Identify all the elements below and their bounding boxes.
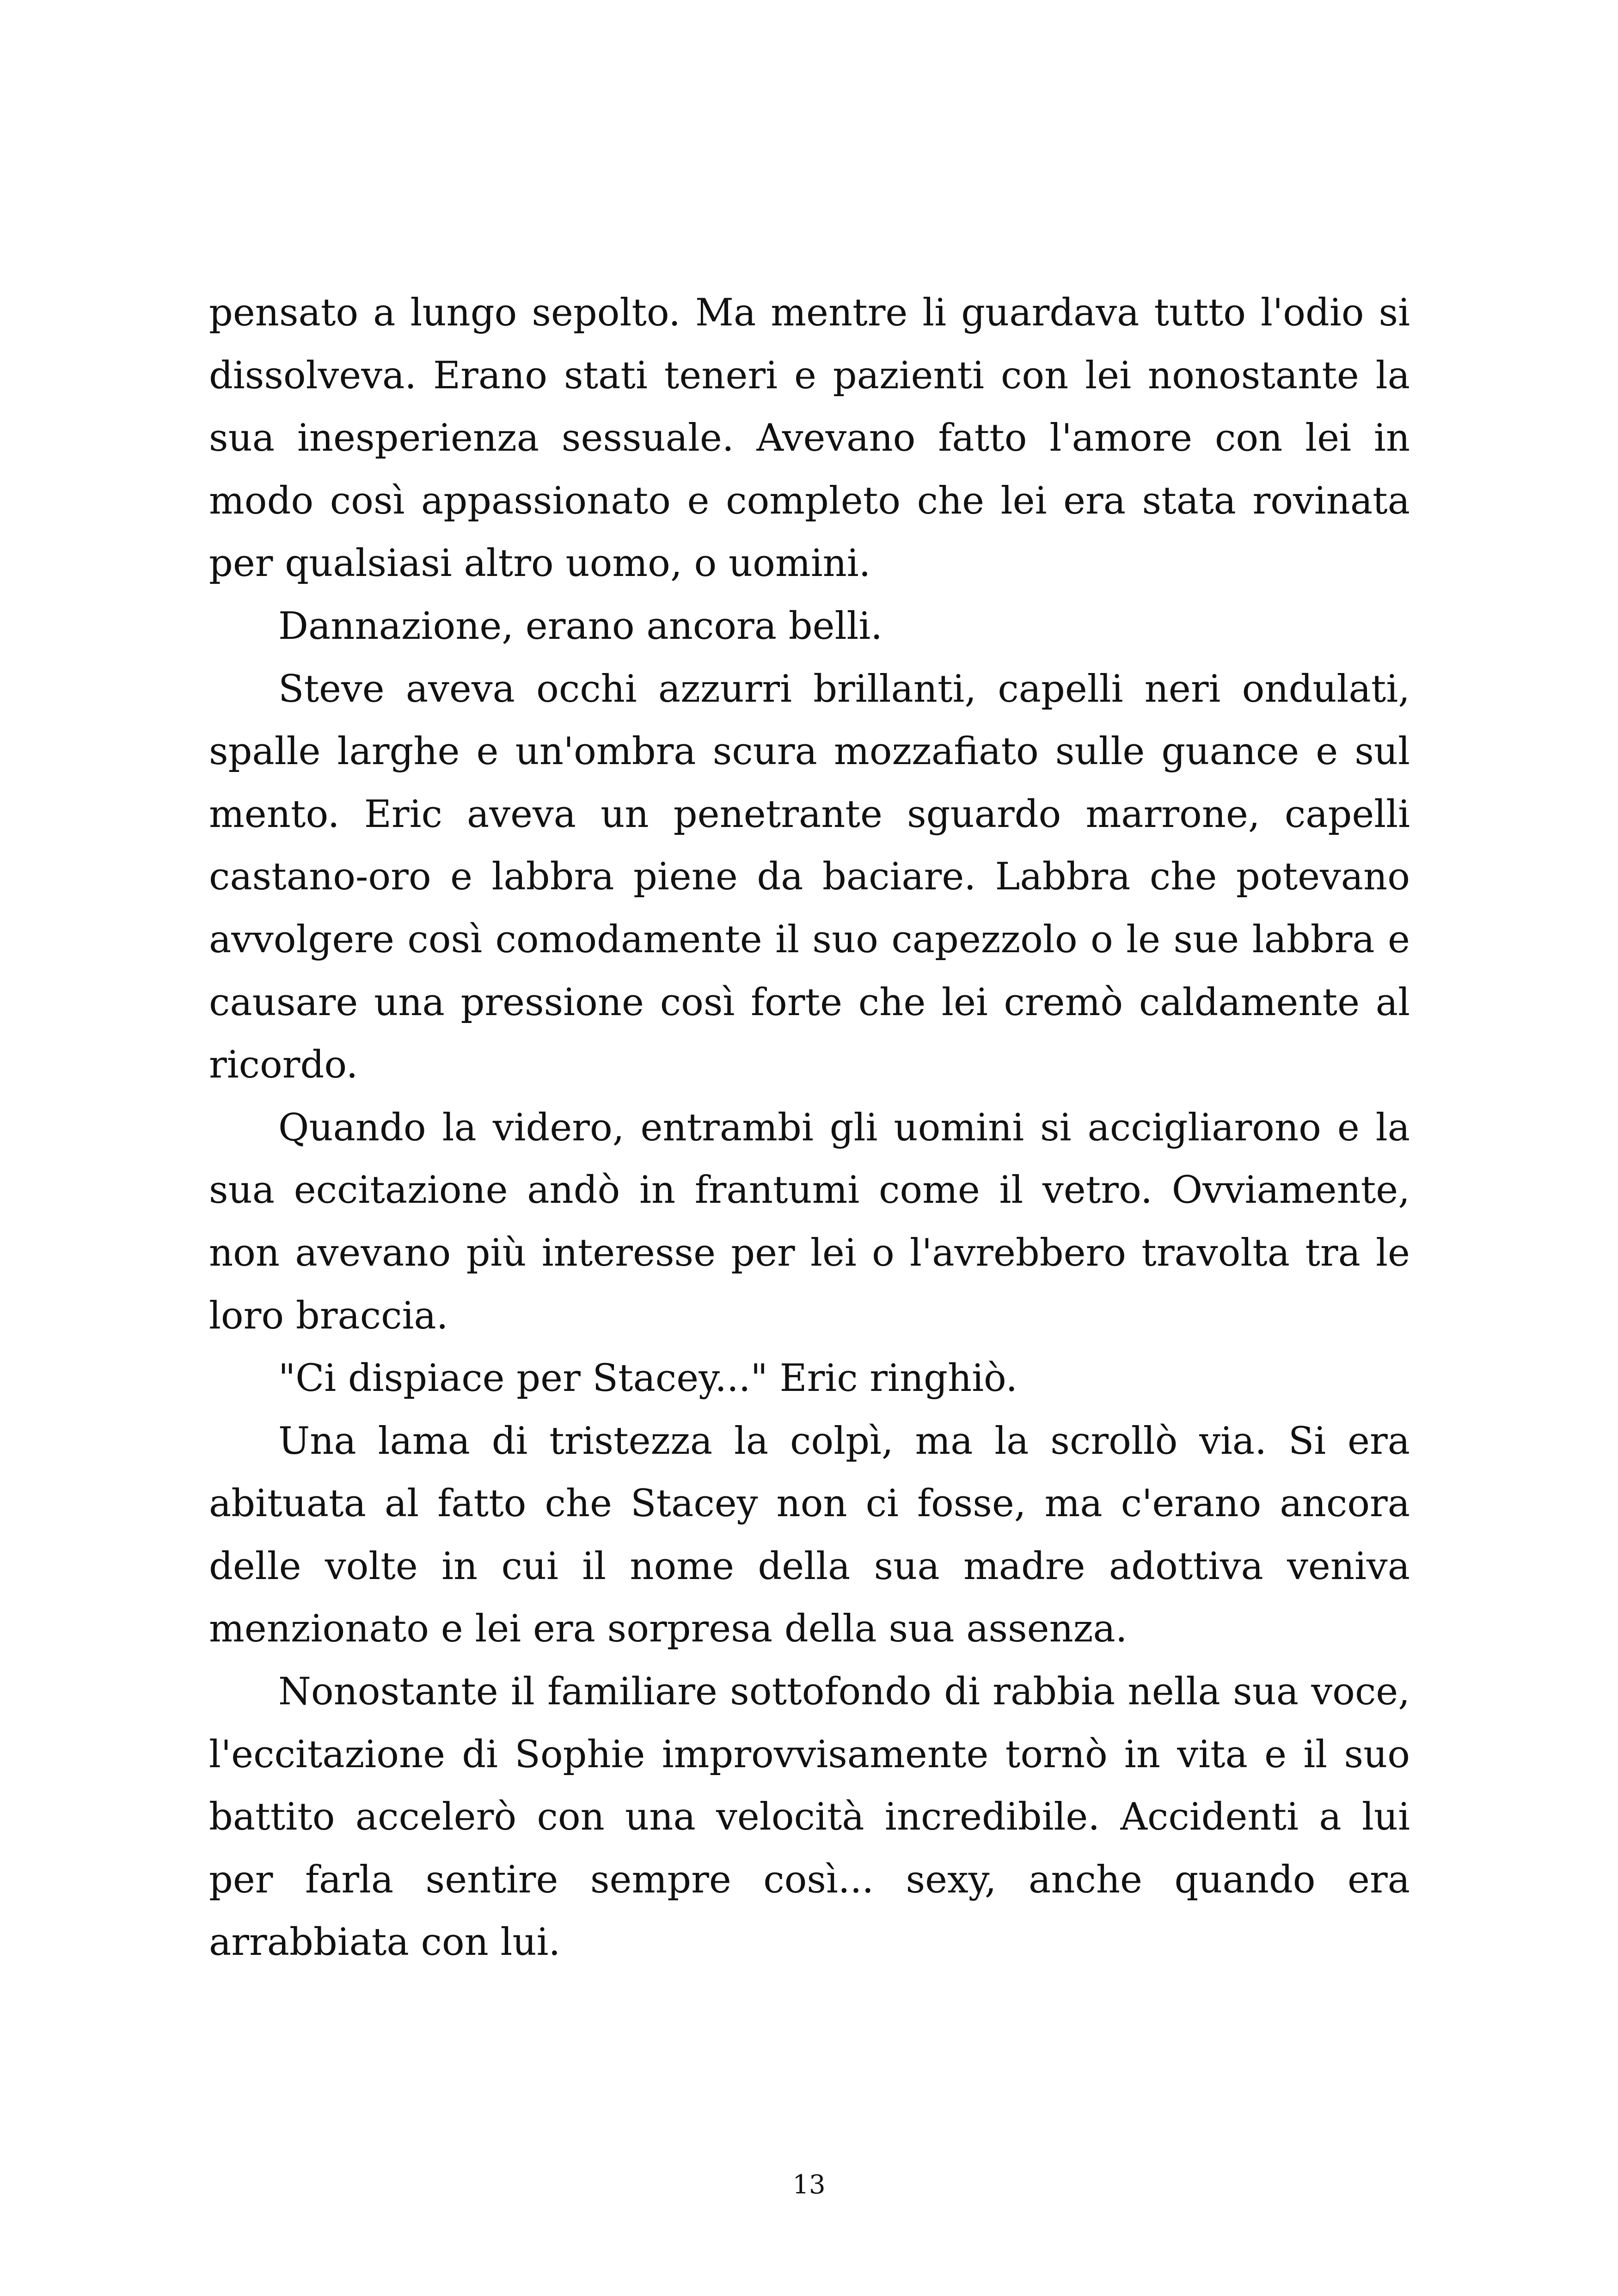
- paragraph: Una lama di tristezza la colpì, ma la scrollò via. Si era abituata al fatto che Stacey non ci fosse, ma c'erano ancora delle volte in cui il nome della sua madre adottiva veniva menzionato e lei era sorpresa della sua assenza.: [209, 1419, 1410, 1651]
- paragraph: Quando la videro, entrambi gli uomini si accigliarono e la sua eccitazione andò in frantumi come il vetro. Ovviamente, non avevano più interesse per lei o l'avrebbero travolta tra le loro braccia.: [209, 1106, 1410, 1338]
- paragraph: Steve aveva occhi azzurri brillanti, capelli neri ondulati, spalle larghe e un'ombra scura mozzafiato sulle guance e sul mento. Eric aveva un penetrante sguardo marrone, capelli castano-oro e labbra piene da baciare. Labbra che potevano avvolgere così comodamente il suo capezzolo o le sue labbra e causare una pressione così forte che lei cremò caldamente al ricordo.: [209, 667, 1410, 1087]
- paragraph: pensato a lungo sepolto. Ma mentre li guardava tutto l'odio si dissolveva. Erano stati teneri e pazienti con lei nonostante la sua inesperienza sessuale. Avevano fatto l'amore con lei in modo così appassionato e completo che lei era stata rovinata per qualsiasi altro uomo, o uomini.: [209, 291, 1410, 586]
- body-text: [209, 282, 1410, 1974]
- paragraph: "Ci dispiace per Stacey..." Eric ringhiò.: [278, 1357, 1018, 1401]
- paragraph: Dannazione, erano ancora belli.: [278, 604, 883, 648]
- paragraph: Nonostante il familiare sottofondo di rabbia nella sua voce, l'eccitazione di Sophie improvvisamente tornò in vita e il suo battito accelerò con una velocità incredibile. Accidenti a lui per farla sentire sempre così... sexy, anche quando era arrabbiata con lui.: [209, 1670, 1410, 1965]
- page-number: 13: [792, 2170, 826, 2200]
